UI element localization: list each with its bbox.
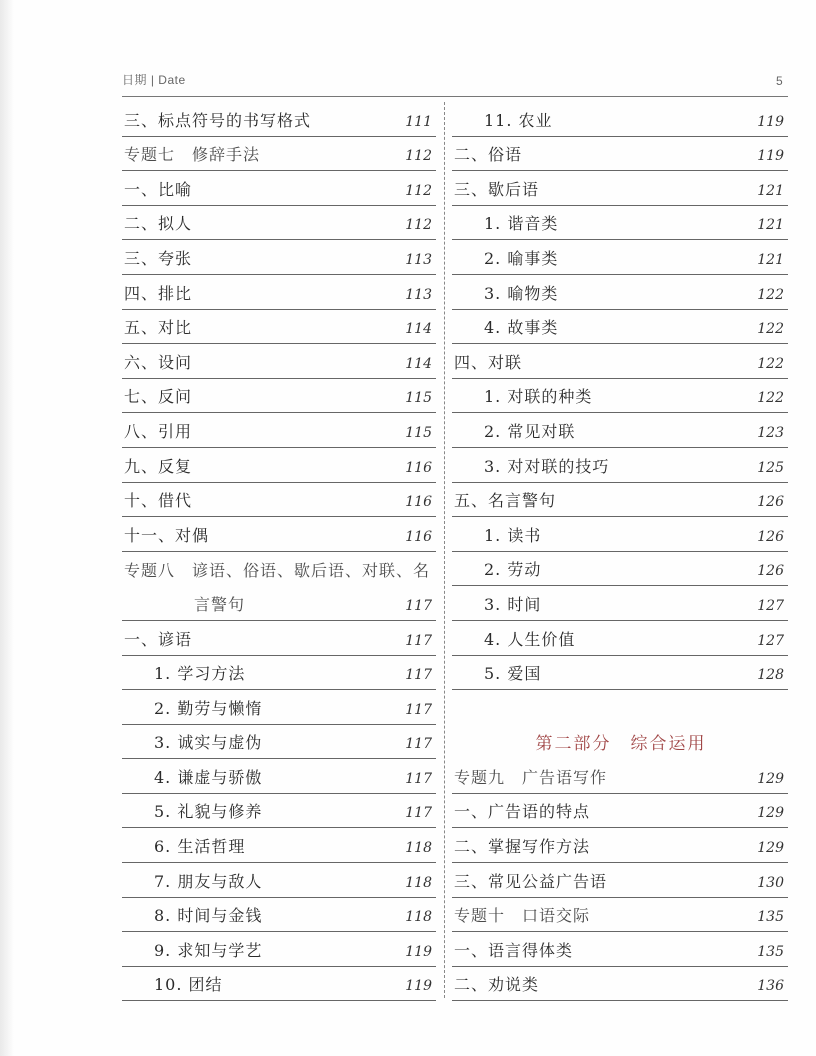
page-ref: 119 xyxy=(757,113,784,130)
part-heading: 第二部分 综合运用 xyxy=(535,734,707,755)
entry-title: 6. 生活哲理 xyxy=(154,837,246,857)
page-ref: 119 xyxy=(405,943,432,960)
topic-title: 专题十 口语交际 xyxy=(454,906,591,926)
toc-entry xyxy=(452,759,788,794)
entry-title: 二、掌握写作方法 xyxy=(454,837,591,857)
topic-title: 专题九 广告语写作 xyxy=(454,767,608,787)
toc-entry xyxy=(452,690,788,725)
entry-title: 4. 人生价值 xyxy=(484,629,576,649)
page-ref: 127 xyxy=(757,597,784,614)
page-ref: 117 xyxy=(405,770,432,787)
toc-entry xyxy=(122,621,436,656)
toc-entry xyxy=(122,552,436,587)
toc-entry xyxy=(122,448,436,483)
page-ref: 114 xyxy=(405,355,432,372)
entry-title: 11. 农业 xyxy=(484,110,553,130)
toc-entry xyxy=(452,379,788,414)
entry-title: 十、借代 xyxy=(124,491,193,511)
toc-entry xyxy=(452,448,788,483)
page-ref: 123 xyxy=(757,424,784,441)
date-label: 日期 | Date xyxy=(122,73,186,87)
toc-entry xyxy=(452,171,788,206)
page-ref: 119 xyxy=(405,978,432,995)
entry-title: 3. 时间 xyxy=(484,594,542,614)
entry-title: 2. 劳动 xyxy=(484,560,542,580)
toc-entry xyxy=(452,275,788,310)
toc-entry xyxy=(122,932,436,967)
page-number: 5 xyxy=(776,74,783,88)
toc-entry xyxy=(122,102,436,137)
page-ref: 117 xyxy=(405,632,432,649)
part-heading-row xyxy=(452,725,788,760)
toc-entry xyxy=(122,137,436,172)
topic-title: 言警句 xyxy=(194,594,246,614)
toc-entry xyxy=(452,310,788,345)
page-ref: 121 xyxy=(757,217,784,234)
toc-left-column xyxy=(122,102,436,1001)
page-ref: 121 xyxy=(757,251,784,268)
entry-title: 1. 学习方法 xyxy=(154,664,246,684)
page-ref: 114 xyxy=(405,321,432,338)
entry-title: 二、劝说类 xyxy=(454,975,540,995)
page-ref: 126 xyxy=(757,494,784,511)
column-divider xyxy=(444,102,445,998)
toc-entry xyxy=(122,759,436,794)
toc-entry xyxy=(122,586,436,621)
entry-title: 三、标点符号的书写格式 xyxy=(124,110,312,130)
toc-entry xyxy=(452,621,788,656)
entry-title: 五、对比 xyxy=(124,318,193,338)
toc-entry xyxy=(452,794,788,829)
entry-title: 8. 时间与金钱 xyxy=(154,906,263,926)
entry-title: 七、反问 xyxy=(124,387,193,407)
entry-title: 2. 常见对联 xyxy=(484,421,576,441)
page-ref: 121 xyxy=(757,182,784,199)
toc-entry xyxy=(452,828,788,863)
toc-entry xyxy=(452,656,788,691)
topic-title: 专题八 谚语、俗语、歇后语、对联、名 xyxy=(124,561,431,581)
toc-entry xyxy=(122,275,436,310)
toc-entry xyxy=(122,725,436,760)
page-ref: 112 xyxy=(405,217,432,234)
toc-entry xyxy=(122,517,436,552)
entry-title: 三、夸张 xyxy=(124,248,193,268)
toc-entry xyxy=(122,483,436,518)
toc-entry xyxy=(452,344,788,379)
page-ref: 112 xyxy=(405,148,432,165)
toc-entry xyxy=(122,171,436,206)
toc-entry xyxy=(452,863,788,898)
page-ref: 118 xyxy=(405,840,432,857)
toc-entry xyxy=(122,413,436,448)
page-ref: 117 xyxy=(405,667,432,684)
entry-title: 四、排比 xyxy=(124,283,193,303)
page-ref: 127 xyxy=(757,632,784,649)
entry-title: 一、比喻 xyxy=(124,179,193,199)
entry-title: 10. 团结 xyxy=(154,975,223,995)
entry-title: 二、俗语 xyxy=(454,145,523,165)
toc-entry xyxy=(452,102,788,137)
entry-title: 1. 读书 xyxy=(484,525,542,545)
entry-title: 1. 谐音类 xyxy=(484,214,559,234)
page-ref: 122 xyxy=(757,286,784,303)
toc-entry xyxy=(122,794,436,829)
page-ref: 113 xyxy=(405,251,432,268)
page-ref: 115 xyxy=(405,424,432,441)
toc-entry xyxy=(122,656,436,691)
topic-title: 专题七 修辞手法 xyxy=(124,145,261,165)
entry-title: 2. 勤劳与懒惰 xyxy=(154,698,263,718)
entry-title: 六、设问 xyxy=(124,352,193,372)
entry-title: 4. 谦虚与骄傲 xyxy=(154,767,263,787)
entry-title: 3. 喻物类 xyxy=(484,283,559,303)
entry-title: 1. 对联的种类 xyxy=(484,387,593,407)
page-ref: 136 xyxy=(757,978,784,995)
toc-entry xyxy=(452,483,788,518)
page-ref: 115 xyxy=(405,390,432,407)
entry-title: 7. 朋友与敌人 xyxy=(154,871,263,891)
page-ref: 113 xyxy=(405,286,432,303)
entry-title: 九、反复 xyxy=(124,456,193,476)
toc-entry xyxy=(452,206,788,241)
toc-entry xyxy=(452,967,788,1002)
toc-entry xyxy=(452,586,788,621)
toc-entry xyxy=(122,206,436,241)
toc-entry xyxy=(122,863,436,898)
toc-entry xyxy=(122,344,436,379)
page-ref: 122 xyxy=(757,321,784,338)
page-ref: 118 xyxy=(405,909,432,926)
entry-title: 十一、对偶 xyxy=(124,525,210,545)
page-ref: 117 xyxy=(405,597,432,614)
page-ref: 129 xyxy=(757,840,784,857)
toc-entry xyxy=(452,137,788,172)
page-ref: 129 xyxy=(757,770,784,787)
toc-entry xyxy=(452,932,788,967)
entry-title: 5. 爱国 xyxy=(484,664,542,684)
page-ref: 117 xyxy=(405,805,432,822)
page-ref: 130 xyxy=(757,874,784,891)
page-ref: 119 xyxy=(757,148,784,165)
page-ref: 111 xyxy=(405,113,432,130)
page-ref: 116 xyxy=(405,459,432,476)
toc-entry xyxy=(122,379,436,414)
toc-entry xyxy=(452,240,788,275)
header-rule xyxy=(122,96,788,97)
toc-entry xyxy=(122,967,436,1002)
toc-right-column xyxy=(452,102,788,1001)
page-ref: 117 xyxy=(405,701,432,718)
page-ref: 125 xyxy=(757,459,784,476)
toc-entry xyxy=(452,413,788,448)
page-ref: 135 xyxy=(757,909,784,926)
entry-title: 一、谚语 xyxy=(124,629,193,649)
page-ref: 118 xyxy=(405,874,432,891)
entry-title: 5. 礼貌与修养 xyxy=(154,802,263,822)
toc-entry xyxy=(122,898,436,933)
toc-entry xyxy=(452,898,788,933)
page-ref: 129 xyxy=(757,805,784,822)
entry-title: 八、引用 xyxy=(124,421,193,441)
entry-title: 一、广告语的特点 xyxy=(454,802,591,822)
page-ref: 112 xyxy=(405,182,432,199)
toc-entry xyxy=(452,552,788,587)
toc-entry xyxy=(452,517,788,552)
entry-title: 3. 诚实与虚伪 xyxy=(154,733,263,753)
entry-title: 9. 求知与学艺 xyxy=(154,940,263,960)
toc-entry xyxy=(122,310,436,345)
entry-title: 一、语言得体类 xyxy=(454,940,574,960)
toc-entry xyxy=(122,690,436,725)
entry-title: 三、常见公益广告语 xyxy=(454,871,608,891)
page-ref: 116 xyxy=(405,528,432,545)
page-ref: 126 xyxy=(757,528,784,545)
toc-entry xyxy=(122,240,436,275)
toc-entry xyxy=(122,828,436,863)
page-ref: 126 xyxy=(757,563,784,580)
entry-title: 二、拟人 xyxy=(124,214,193,234)
page-ref: 122 xyxy=(757,390,784,407)
entry-title: 2. 喻事类 xyxy=(484,248,559,268)
page-ref: 116 xyxy=(405,494,432,511)
entry-title: 四、对联 xyxy=(454,352,523,372)
page-ref: 117 xyxy=(405,736,432,753)
scan-shadow xyxy=(0,0,14,1056)
page-ref: 135 xyxy=(757,943,784,960)
entry-title: 3. 对对联的技巧 xyxy=(484,456,610,476)
page-ref: 128 xyxy=(757,667,784,684)
page-ref: 122 xyxy=(757,355,784,372)
entry-title: 五、名言警句 xyxy=(454,491,557,511)
entry-title: 三、歇后语 xyxy=(454,179,540,199)
entry-title: 4. 故事类 xyxy=(484,318,559,338)
